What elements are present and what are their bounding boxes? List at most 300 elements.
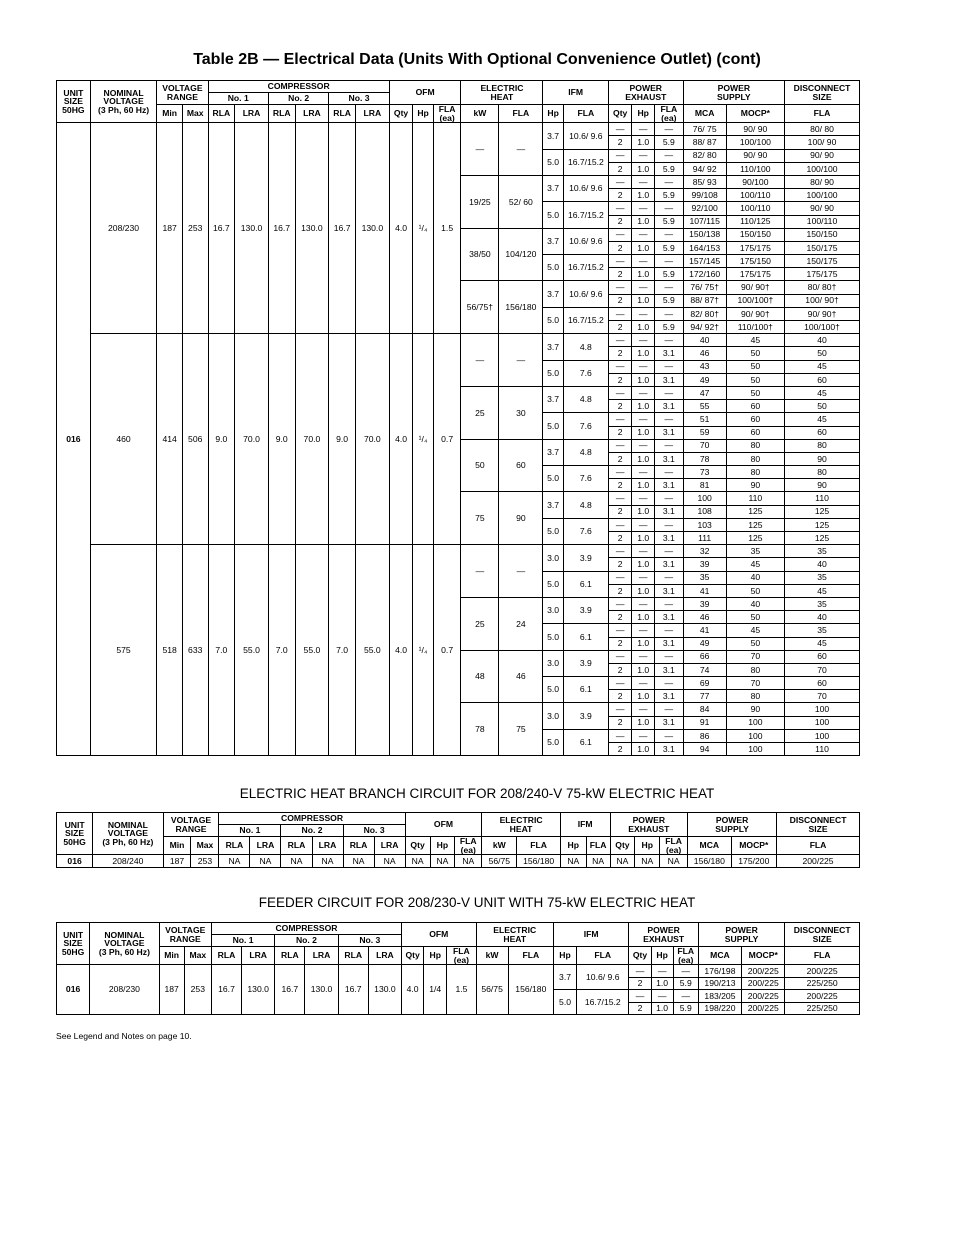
table-cell: 80 — [726, 452, 784, 465]
table-row — [57, 855, 860, 868]
table-cell: 1.0 — [632, 479, 655, 492]
table-cell: 253 — [184, 965, 211, 1015]
header-compressor: COMPRESSOR — [208, 81, 389, 93]
table-cell: 2 — [608, 743, 632, 756]
unit-size: 016 — [57, 123, 91, 756]
table-cell: — — [654, 518, 683, 531]
header-row — [57, 837, 860, 855]
table-cell: 100/110 — [726, 189, 784, 202]
table-cell: 35 — [683, 571, 726, 584]
table-row — [57, 965, 860, 978]
table-cell: 49 — [683, 637, 726, 650]
table-cell: NA — [312, 855, 343, 868]
table-cell: 1.0 — [632, 373, 655, 386]
header-power-supply: POWER SUPPLY — [683, 81, 784, 105]
header-voltage-range: VOLTAGE RANGE — [163, 813, 219, 837]
table-cell: 100/100 — [785, 162, 860, 175]
table-cell: 59 — [683, 426, 726, 439]
table-cell: 90/ 90 — [785, 202, 860, 215]
header-cell: LRA — [355, 105, 389, 123]
table-cell: 41 — [683, 584, 726, 597]
header-cell: FLA — [586, 837, 610, 855]
table-cell: 90/ 90† — [726, 281, 784, 294]
feeder-circuit-table — [56, 922, 860, 1015]
ifm-hp: 3.0 — [543, 597, 563, 623]
header-nominal-voltage: NOMINAL VOLTAGE (3 Ph, 60 Hz) — [90, 81, 157, 123]
heat-fla: 24 — [499, 597, 543, 650]
header-power-exhaust: POWER EXHAUST — [629, 923, 698, 947]
table-cell: 40 — [726, 571, 784, 584]
table-cell: 99/108 — [683, 189, 726, 202]
header-electric-heat: ELECTRIC HEAT — [461, 81, 543, 105]
header-unit-size: UNIT SIZE 50HG — [57, 923, 90, 965]
table-cell: ¹/₄ — [413, 123, 433, 334]
table-cell: 85/ 93 — [683, 175, 726, 188]
ifm-hp: 5.0 — [543, 729, 563, 755]
table-cell: — — [608, 650, 632, 663]
table-cell: 2 — [608, 716, 632, 729]
table-cell: 5.9 — [654, 268, 683, 281]
table-cell: 50 — [726, 360, 784, 373]
table-cell: — — [654, 202, 683, 215]
table-cell: 91 — [683, 716, 726, 729]
table-cell: 90 — [726, 479, 784, 492]
header-cell: LRA — [312, 837, 343, 855]
ifm-hp: 5.0 — [543, 413, 563, 439]
table-cell: 200/225 — [742, 965, 785, 978]
ifm-hp: 5.0 — [543, 255, 563, 281]
table-cell: 16.7 — [329, 123, 356, 334]
table-cell: — — [632, 492, 655, 505]
table-cell: 175/175 — [785, 268, 860, 281]
table-cell: 2 — [608, 584, 632, 597]
header-cell: Hp — [424, 947, 447, 965]
header-power-exhaust: POWER EXHAUST — [610, 813, 688, 837]
table-cell: 5.9 — [654, 215, 683, 228]
table-cell: 3.1 — [654, 373, 683, 386]
header-cell: LRA — [242, 947, 275, 965]
table-cell: NA — [635, 855, 660, 868]
table-cell: — — [608, 624, 632, 637]
ifm-hp: 5.0 — [543, 202, 563, 228]
header-cell: FLA — [517, 837, 560, 855]
table-cell: 187 — [157, 123, 183, 334]
table-cell: 94 — [683, 743, 726, 756]
header-compressor: COMPRESSOR — [219, 813, 405, 825]
table-cell: 50 — [726, 584, 784, 597]
table-cell: 200/225 — [742, 977, 785, 990]
table-cell: NA — [343, 855, 374, 868]
header-cell: kW — [476, 947, 508, 965]
table-cell: 200/225 — [742, 1002, 785, 1015]
header-cell: RLA — [208, 105, 235, 123]
ifm-hp: 3.0 — [543, 650, 563, 676]
table-cell: 208/230 — [90, 965, 159, 1015]
table-cell: 0.7 — [433, 545, 461, 756]
table-cell: 506 — [182, 334, 208, 545]
ifm-fla: 16.7/15.2 — [563, 307, 608, 333]
ifm-hp: 3.7 — [543, 228, 563, 254]
table-cell: — — [608, 228, 632, 241]
table-cell: 175/175 — [726, 268, 784, 281]
table-cell: 40 — [683, 334, 726, 347]
table-cell: 50 — [726, 611, 784, 624]
table-cell: 45 — [785, 584, 860, 597]
ifm-fla: 6.1 — [563, 571, 608, 597]
table-cell: 1.0 — [632, 426, 655, 439]
table-cell: NA — [560, 855, 586, 868]
header-row — [57, 105, 860, 123]
table-cell: 39 — [683, 558, 726, 571]
table-cell: 1.0 — [632, 294, 655, 307]
ifm-hp: 3.7 — [543, 175, 563, 201]
table-cell: 100/100† — [726, 294, 784, 307]
header-cell: FLA — [577, 947, 629, 965]
table-cell: 100/ 90 — [785, 136, 860, 149]
table-cell: — — [632, 624, 655, 637]
table-cell: 39 — [683, 597, 726, 610]
table-cell: 2 — [608, 400, 632, 413]
table-cell: — — [608, 703, 632, 716]
table-cell: 225/250 — [785, 1002, 860, 1015]
heat-kw: — — [461, 334, 499, 387]
table-cell: 2 — [608, 294, 632, 307]
ifm-fla: 3.9 — [563, 650, 608, 676]
table-cell: — — [654, 703, 683, 716]
table-cell: 100/110 — [785, 215, 860, 228]
table-cell: 1.0 — [632, 505, 655, 518]
table-cell: ¹/₄ — [413, 334, 433, 545]
table-cell: 187 — [159, 965, 184, 1015]
table-cell: — — [654, 624, 683, 637]
table-cell: 80/ 80† — [785, 281, 860, 294]
table-cell: 90/ 90† — [726, 307, 784, 320]
table-cell: 156/180 — [517, 855, 560, 868]
heat-fla: — — [499, 123, 543, 176]
table-cell: — — [629, 965, 651, 978]
heat-fla: 75 — [499, 703, 543, 756]
table-cell: 3.1 — [654, 347, 683, 360]
heat-fla: 30 — [499, 386, 543, 439]
heat-kw: 25 — [461, 386, 499, 439]
ifm-hp: 3.7 — [543, 492, 563, 518]
table-cell: 633 — [182, 545, 208, 756]
ifm-hp: 5.0 — [553, 990, 576, 1015]
table-cell: 90 — [726, 703, 784, 716]
table-cell: 70.0 — [235, 334, 269, 545]
table-cell: 2 — [608, 162, 632, 175]
table-cell: 190/213 — [698, 977, 741, 990]
table-cell: 60 — [785, 650, 860, 663]
heat-kw: 78 — [461, 703, 499, 756]
header-row — [57, 923, 860, 935]
header-ofm: OFM — [402, 923, 476, 947]
ifm-hp: 5.0 — [543, 571, 563, 597]
table-cell: NA — [455, 855, 482, 868]
table-cell: 80 — [726, 663, 784, 676]
table-cell: 5.9 — [654, 321, 683, 334]
ifm-hp: 3.7 — [543, 281, 563, 307]
table-cell: — — [654, 413, 683, 426]
table-cell: — — [654, 334, 683, 347]
table-cell: — — [608, 307, 632, 320]
table-cell: 100 — [785, 729, 860, 742]
table-cell: — — [651, 990, 673, 1003]
table-cell: 16.7 — [338, 965, 368, 1015]
table-cell: — — [654, 228, 683, 241]
ifm-hp: 3.0 — [543, 703, 563, 729]
table-cell: 9.0 — [268, 334, 295, 545]
table-cell: — — [608, 597, 632, 610]
table-cell: 108 — [683, 505, 726, 518]
table-cell: 2 — [608, 241, 632, 254]
table-cell: 60 — [726, 426, 784, 439]
table-cell: 7.0 — [268, 545, 295, 756]
ifm-fla: 6.1 — [563, 624, 608, 650]
table-cell: 100/ 90† — [785, 294, 860, 307]
table-cell: 125 — [785, 532, 860, 545]
table-cell: 16.7 — [268, 123, 295, 334]
header-disconnect-size: DISCONNECT SIZE — [785, 81, 860, 105]
table-cell: 1.0 — [632, 532, 655, 545]
ifm-fla: 6.1 — [563, 729, 608, 755]
table-cell: — — [632, 123, 655, 136]
table-cell: 94/ 92 — [683, 162, 726, 175]
table-cell: 1.0 — [632, 268, 655, 281]
table-cell: — — [654, 729, 683, 742]
table-cell: 3.1 — [654, 743, 683, 756]
table-cell: 1.0 — [632, 637, 655, 650]
table-cell: 50 — [785, 400, 860, 413]
table-cell: 90/ 90 — [726, 123, 784, 136]
table-cell: 70.0 — [295, 334, 329, 545]
table-cell: — — [632, 650, 655, 663]
table-cell: 3.1 — [654, 611, 683, 624]
ifm-fla: 10.6/ 9.6 — [563, 228, 608, 254]
table-cell: 2 — [608, 611, 632, 624]
ifm-fla: 4.8 — [563, 386, 608, 412]
table-cell: 60 — [785, 426, 860, 439]
table-cell: 130.0 — [235, 123, 269, 334]
table-cell: 2 — [608, 373, 632, 386]
table-cell: 4.0 — [389, 334, 413, 545]
table-cell: 40 — [785, 558, 860, 571]
header-cell: LRA — [305, 947, 338, 965]
table-cell: NA — [219, 855, 250, 868]
table-cell: — — [654, 439, 683, 452]
table-cell: — — [632, 571, 655, 584]
ifm-fla: 16.7/15.2 — [563, 202, 608, 228]
table-cell: — — [632, 307, 655, 320]
table-cell: 200/225 — [785, 990, 860, 1003]
table-cell: 46 — [683, 347, 726, 360]
header-ifm: IFM — [543, 81, 609, 105]
table-cell: 2 — [608, 690, 632, 703]
ifm-hp: 3.0 — [543, 545, 563, 571]
ifm-fla: 7.6 — [563, 518, 608, 544]
heat-kw: 75 — [461, 492, 499, 545]
table-cell: 45 — [726, 624, 784, 637]
header-cell: kW — [461, 105, 499, 123]
table-cell: — — [632, 703, 655, 716]
table-cell: — — [654, 360, 683, 373]
header-cell: kW — [482, 837, 517, 855]
table-cell: 100 — [785, 716, 860, 729]
ifm-fla: 3.9 — [563, 597, 608, 623]
header-cell: FLA — [499, 105, 543, 123]
table-cell: NA — [586, 855, 610, 868]
table-cell: 2 — [629, 1002, 651, 1015]
table-cell: 183/205 — [698, 990, 741, 1003]
table-cell: 56/75 — [476, 965, 508, 1015]
table-cell: 90/ 90 — [785, 149, 860, 162]
table-cell: 35 — [785, 571, 860, 584]
table-body — [57, 123, 860, 756]
table-cell: — — [654, 571, 683, 584]
table-cell: — — [632, 149, 655, 162]
table-cell: 3.1 — [654, 637, 683, 650]
table-cell: — — [608, 255, 632, 268]
header-cell: RLA — [268, 105, 295, 123]
table-cell: 2 — [608, 215, 632, 228]
header-cell: Hp — [553, 947, 576, 965]
table-cell: 110 — [785, 492, 860, 505]
header-cell: FLA (ea) — [455, 837, 482, 855]
table-cell: 2 — [608, 189, 632, 202]
table-cell: 2 — [608, 637, 632, 650]
table-cell: — — [654, 175, 683, 188]
table-cell: 70 — [726, 677, 784, 690]
table-cell: 4.0 — [402, 965, 424, 1015]
header-cell: Hp — [635, 837, 660, 855]
table-cell: 5.9 — [673, 1002, 698, 1015]
table-cell: — — [632, 413, 655, 426]
heat-kw: 56/75† — [461, 281, 499, 334]
header-power-supply: POWER SUPPLY — [698, 923, 785, 947]
table-cell: 1.0 — [651, 1002, 673, 1015]
table-cell: 60 — [726, 400, 784, 413]
table-cell: 35 — [785, 597, 860, 610]
table-cell: 225/250 — [785, 977, 860, 990]
ifm-fla: 10.6/ 9.6 — [563, 281, 608, 307]
table-cell: 70.0 — [355, 334, 389, 545]
header-cell: Max — [182, 105, 208, 123]
table-cell: — — [654, 466, 683, 479]
table-cell: 35 — [726, 545, 784, 558]
table-cell: 2 — [608, 452, 632, 465]
ifm-hp: 5.0 — [543, 466, 563, 492]
ifm-hp: 5.0 — [543, 360, 563, 386]
table-cell: 45 — [726, 334, 784, 347]
heat-fla: 156/180 — [499, 281, 543, 334]
header-cell: MCA — [688, 837, 731, 855]
table-cell: 100/110 — [726, 202, 784, 215]
table-cell: 100 — [726, 743, 784, 756]
table-cell: 50 — [726, 373, 784, 386]
header-cell: Min — [163, 837, 191, 855]
header-compressor-no1: No. 1 — [208, 93, 268, 105]
table-cell: — — [654, 597, 683, 610]
table-cell: 2 — [608, 268, 632, 281]
ifm-fla: 10.6/ 9.6 — [563, 175, 608, 201]
header-electric-heat: ELECTRIC HEAT — [482, 813, 561, 837]
heat-fla: 52/ 60 — [499, 175, 543, 228]
header-electric-heat: ELECTRIC HEAT — [476, 923, 553, 947]
table-cell: — — [632, 439, 655, 452]
table-cell: 77 — [683, 690, 726, 703]
header-power-exhaust: POWER EXHAUST — [608, 81, 683, 105]
table-cell: 198/220 — [698, 1002, 741, 1015]
table-cell: NA — [374, 855, 405, 868]
table-cell: 5.9 — [673, 977, 698, 990]
table-cell: — — [654, 149, 683, 162]
table-cell: 100/100 — [785, 189, 860, 202]
table-cell: 100/100 — [726, 136, 784, 149]
ifm-fla: 7.6 — [563, 466, 608, 492]
table-cell: 150/138 — [683, 228, 726, 241]
table-cell: — — [608, 571, 632, 584]
ifm-hp: 5.0 — [543, 677, 563, 703]
table-cell: 0.7 — [433, 334, 461, 545]
table-cell: 130.0 — [295, 123, 329, 334]
header-row — [57, 81, 860, 93]
table-cell: — — [608, 413, 632, 426]
heat-fla: — — [499, 545, 543, 598]
table-cell: 82/ 80 — [683, 149, 726, 162]
header-cell: MOCP* — [731, 837, 777, 855]
table-cell: — — [632, 281, 655, 294]
table-cell: — — [632, 518, 655, 531]
table-cell: 40 — [785, 611, 860, 624]
table-header — [57, 923, 860, 965]
table-cell: NA — [610, 855, 635, 868]
table-cell: 9.0 — [329, 334, 356, 545]
table-cell: 130.0 — [355, 123, 389, 334]
table-cell: 90 — [785, 452, 860, 465]
ifm-fla: 6.1 — [563, 677, 608, 703]
table-cell: 60 — [785, 373, 860, 386]
table-cell: 172/160 — [683, 268, 726, 281]
table-cell: 90/ 90 — [726, 149, 784, 162]
ifm-fla: 7.6 — [563, 413, 608, 439]
table-cell: 3.1 — [654, 400, 683, 413]
table-cell: 1.0 — [632, 241, 655, 254]
table-cell: 156/180 — [688, 855, 731, 868]
header-disconnect-size: DISCONNECT SIZE — [777, 813, 860, 837]
table-cell: 1.0 — [632, 321, 655, 334]
table-cell: 200/225 — [785, 965, 860, 978]
table-cell: 76/ 75† — [683, 281, 726, 294]
ifm-fla: 4.8 — [563, 439, 608, 465]
table-cell: 1.0 — [632, 743, 655, 756]
ifm-hp: 3.7 — [543, 439, 563, 465]
table-cell: — — [608, 149, 632, 162]
table-cell: 9.0 — [208, 334, 235, 545]
header-cell: MCA — [683, 105, 726, 123]
table-cell: 90/100 — [726, 175, 784, 188]
table-cell: 2 — [608, 558, 632, 571]
header-cell: FLA (ea) — [673, 947, 698, 965]
table-cell: 92/100 — [683, 202, 726, 215]
table-cell: 2 — [608, 532, 632, 545]
unit-size: 016 — [57, 965, 90, 1015]
table-cell: 157/145 — [683, 255, 726, 268]
table-cell: 2 — [608, 663, 632, 676]
table-cell: — — [632, 597, 655, 610]
table-cell: 125 — [726, 518, 784, 531]
table-cell: 50 — [726, 637, 784, 650]
header-cell: Qty — [389, 105, 413, 123]
